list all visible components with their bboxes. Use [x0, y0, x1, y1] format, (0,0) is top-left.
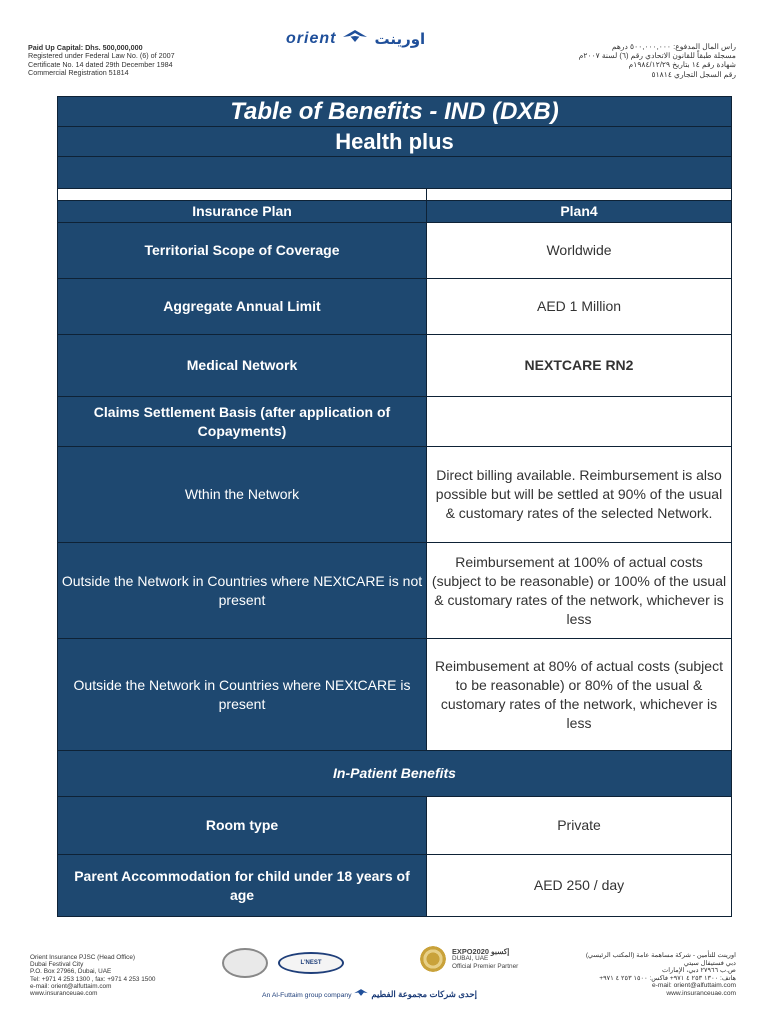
blank-band [58, 157, 732, 189]
table-title: Table of Benefits - IND (DXB) [58, 97, 732, 127]
orient-bird-small-icon [353, 992, 371, 999]
section-row [58, 751, 732, 797]
header-line-ar: راس المال المدفوع: ٥٠٠,٠٠٠,٠٠٠ درهم [611, 42, 736, 51]
row-label: Medical Network [58, 335, 427, 397]
group-text-en: An Al-Futtaim group company [262, 992, 352, 999]
expo2020-logo [418, 944, 518, 974]
row-value [427, 397, 732, 447]
header-line: Certificate No. 14 dated 29th December 1984 [28, 59, 173, 69]
header-line: Paid Up Capital: Dhs. 500,000,000 [28, 43, 143, 52]
footer-line: www.insuranceuae.com [30, 990, 98, 998]
table-row [58, 543, 732, 639]
footer-contact-details [30, 954, 155, 997]
table-row [58, 855, 732, 917]
header-company-details [28, 44, 175, 78]
footer-line: Orient Insurance PJSC (Head Office) [30, 954, 136, 961]
header-line: Registered under Federal Law No. (6) of 2007 [28, 51, 175, 61]
title-row [58, 97, 732, 127]
row-label: Outside the Network in Countries where NEXtCARE is not present [58, 543, 427, 639]
section-title-inpatient: In-Patient Benefits [58, 751, 732, 797]
header-company-details-ar [579, 42, 736, 79]
row-label: Outside the Network in Countries where NEXtCARE is present [58, 639, 427, 751]
row-label: Territorial Scope of Coverage [58, 223, 427, 279]
footer-line: Tel: +971 4 253 1300 , fax: +971 4 253 1500 [30, 975, 156, 983]
footer-line-ar: www.insuranceuae.com [666, 989, 736, 997]
table-row [58, 223, 732, 279]
table-row [58, 639, 732, 751]
logo-text-ar: اورينت [374, 29, 426, 48]
table-row [58, 397, 732, 447]
subtitle-row [58, 127, 732, 157]
header-line: Commercial Registration 51814 [28, 68, 129, 78]
footer-line: Dubai Festival City [30, 961, 84, 969]
row-value: Reimbursement at 100% of actual costs (subject to be reasonable) or 100% of the usual & customary rates of the network, whichever is less [427, 543, 732, 639]
footer-line-ar: اورينت للتأمين - شركة مساهمة عامة (المكتب الرئيسي) [585, 952, 736, 959]
orient-bird-icon [342, 28, 368, 49]
header-line-ar: شهادة رقم ١٤ بتاريخ ١٩٨٤/١٢/٢٩م [628, 60, 736, 70]
footer-contact-details-ar [586, 952, 736, 998]
table-row [58, 447, 732, 543]
expo-line: EXPO2020 إكسبو [452, 946, 510, 956]
table-row [58, 335, 732, 397]
row-value: AED 250 / day [427, 855, 732, 917]
row-value: Reimbusement at 80% of actual costs (subject to be reasonable) or 80% of the usual & customary rates of the network, whichever is less [427, 639, 732, 751]
expo-line: DUBAI, UAE [452, 955, 489, 963]
certification-badge: L'NEST [278, 952, 344, 974]
logo-text-en: orient [286, 29, 337, 47]
plan-header-value: Plan4 [427, 201, 732, 223]
footer-line: P.O. Box 27966, Dubai, UAE [30, 968, 112, 976]
orient-logo [286, 28, 425, 49]
plan-header-row [58, 201, 732, 223]
spacer-row [58, 189, 732, 201]
header-line-ar: مسجلة طبقاً للقانون الاتحادي رقم (٦) لسنة ٢٠٠٧م [578, 51, 736, 61]
table-row [58, 797, 732, 855]
blank-band-cell [58, 157, 732, 189]
row-value: Direct billing available. Reimbursement is also possible but will be settled at 90% of the usual & customary rates of the selected Network. [427, 447, 732, 543]
row-value: Private [427, 797, 732, 855]
row-label: Claims Settlement Basis (after application of Copayments) [58, 397, 427, 447]
footer-line-ar: دبي فستيفال سيتي [683, 959, 736, 967]
expo-line: Official Premier Partner [452, 962, 519, 970]
expo-emblem-icon [418, 944, 448, 974]
benefits-table [57, 96, 732, 917]
expo-text [452, 948, 518, 970]
row-value: Worldwide [427, 223, 732, 279]
footer-line-ar: ص.ب ٢٧٩٦٦ دبي، الإمارات [662, 967, 736, 975]
row-label: Room type [58, 797, 427, 855]
footer-line: e-mail: orient@alfuttaim.com [30, 982, 112, 990]
plan-header-label: Insurance Plan [58, 201, 427, 223]
spacer-cell [58, 189, 427, 201]
al-futtaim-group-line [262, 988, 477, 1000]
header-line-ar: رقم السجل التجاري ٥١٨١٤ [651, 69, 736, 79]
footer-line-ar: e-mail: orient@alfuttaim.com [651, 982, 736, 990]
row-label: Parent Accommodation for child under 18 years of age [58, 855, 427, 917]
spacer-cell [427, 189, 732, 201]
footer-line-ar: هاتف: ١٣٠٠ ٢٥٣ ٤ ٩٧١+ فاكس: ١٥٠٠ ٢٥٣ ٤ ٩٧١+ [599, 974, 736, 982]
row-label: Wthin the Network [58, 447, 427, 543]
row-value: AED 1 Million [427, 279, 732, 335]
table-row [58, 279, 732, 335]
row-value: NEXTCARE RN2 [427, 335, 732, 397]
group-text-ar: إحدى شركات مجموعة الفطيم [371, 989, 478, 999]
certification-seal-icon [222, 948, 268, 978]
table-subtitle: Health plus [58, 127, 732, 157]
row-label: Aggregate Annual Limit [58, 279, 427, 335]
